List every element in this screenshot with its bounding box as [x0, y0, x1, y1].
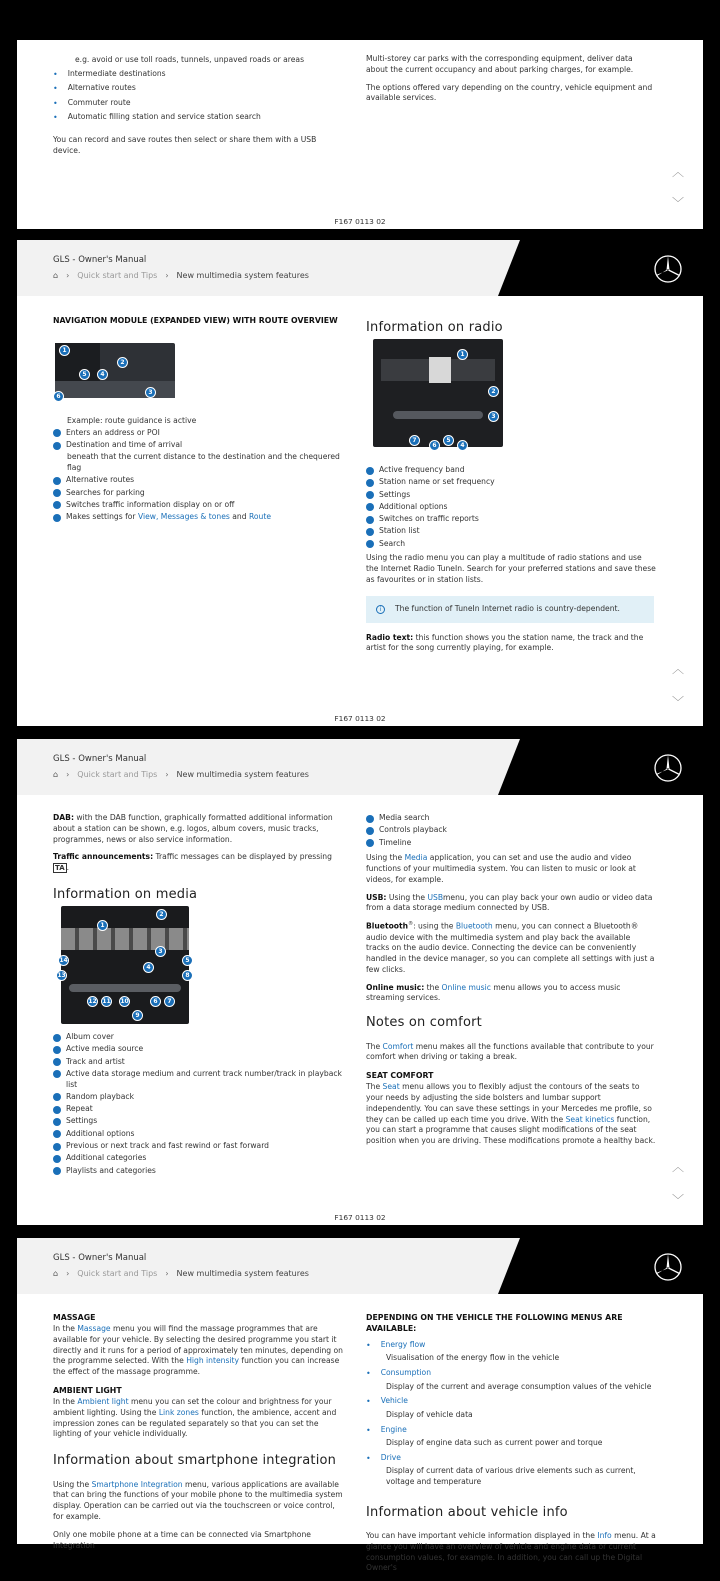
list-item: Enters an address or POI [53, 428, 343, 439]
callout-marker: 10 [120, 998, 129, 1005]
list-item: Additional options [366, 502, 656, 513]
page-header [17, 1238, 703, 1294]
nav-note: beneath that the current distance to the destination and the chequered flag [67, 452, 340, 473]
breadcrumb-current: New multimedia system features [176, 1269, 309, 1278]
callout-marker: 3 [488, 411, 499, 422]
ambient-light-heading: AMBIENT LIGHT [53, 1385, 122, 1395]
seat-kinetics-link[interactable]: Seat kinetics [565, 1114, 615, 1124]
radio-text: Using the radio menu you can play a multitude of radio stations and use the Internet Radio TuneIn. Search for your preferred stations and save these as favourites or in station lists. [366, 553, 656, 585]
smartphone-note: Only one mobile phone at a time can be connected via Smartphone Integration [53, 1529, 311, 1550]
usb-routes-text: You can record and save routes then select or share them with a USB device. [53, 135, 317, 155]
list-item: Alternative routes [53, 475, 343, 486]
list-item: Repeat [53, 1104, 343, 1115]
ambient-light-link[interactable]: Ambient light [77, 1397, 129, 1407]
list-item-description: Display of the current and average consumption values of the vehicle [386, 1381, 652, 1391]
manual-title: GLS - Owner's Manual [53, 255, 147, 265]
manual-title: GLS - Owner's Manual [53, 1253, 147, 1263]
high-intensity-link[interactable]: High intensity [186, 1356, 239, 1366]
info-box: i The function of TuneIn Internet radio is country-dependent. [366, 596, 654, 623]
list-item: Station list [366, 526, 656, 537]
callout-marker: 1 [59, 345, 70, 356]
page-footer-code: F167 0113 02 [334, 217, 386, 226]
scroll-down-button[interactable]: ﹀ [671, 695, 684, 709]
smartphone-text: Using the Smartphone Integration menu, various applications are available that can bring the functions of your mobile phone to the multimedia system display. Operation can be carried out via the touchscreen or voice control, for example. [53, 1479, 343, 1521]
scroll-down-button[interactable]: ﹀ [671, 1193, 684, 1207]
list-item: Additional options [53, 1129, 343, 1140]
vehicle-info-text: You can have important vehicle information displayed in the Info menu. At a glance you will have an overview of vehicle and engine data or current consumption values, for example. In addition, you can call up the Digital Owner's [366, 1531, 656, 1573]
engine-link[interactable]: Engine [380, 1424, 407, 1434]
breadcrumb: ⌂ › Quick start and Tips › New multimedia system features [53, 1269, 309, 1278]
info-icon: i [376, 605, 385, 614]
list-item: Track and artist [53, 1057, 343, 1068]
options-vary-text: The options offered vary depending on the country, vehicle equipment and available services. [366, 82, 653, 103]
callout-marker: 6 [53, 391, 64, 402]
breadcrumb-current: New multimedia system features [176, 271, 309, 280]
comfort-text: The Comfort menu makes all the functions available that contribute to your comfort when driving or taking a break. [366, 1041, 654, 1062]
list-item: • Automatic filling station and service station search [53, 111, 261, 122]
breadcrumb-current: New multimedia system features [176, 770, 309, 779]
ta-key: TA [55, 864, 65, 873]
dab-text: DAB: with the DAB function, graphically formatted additional information about a station can be shown, e.g. logos, album covers, music tracks, programmes, news or also service information. [53, 813, 333, 844]
list-item-description: Display of current data of various drive elements such as current, voltage and temperature [386, 1466, 636, 1486]
callout-marker: 14 [59, 957, 68, 964]
energy-flow-link[interactable]: Energy flow [380, 1340, 426, 1350]
callout-marker: 6 [150, 996, 161, 1007]
page-footer-code: F167 0113 02 [334, 714, 386, 723]
list-item: Active media source [53, 1044, 343, 1055]
list-item: Settings [53, 1116, 343, 1127]
list-item: Active frequency band [366, 465, 656, 476]
list-item: Playlists and categories [53, 1166, 343, 1177]
comfort-heading: Notes on comfort [366, 1015, 482, 1031]
smartphone-heading: Information about smartphone integration [53, 1453, 337, 1469]
massage-link[interactable]: Massage [77, 1324, 111, 1334]
media-text: Using the Media application, you can set and use the audio and video functions of your multimedia system. You can listen to music or look at videos, for example. [366, 853, 636, 884]
nav-module-screenshot [55, 343, 175, 398]
list-item: Timeline [366, 838, 656, 849]
callout-marker: 3 [155, 946, 166, 957]
callout-marker: 5 [182, 955, 193, 966]
radio-screenshot [373, 339, 503, 447]
drive-link[interactable]: Drive [380, 1452, 401, 1462]
scroll-up-button[interactable]: ︿ [671, 1160, 684, 1174]
radio-heading: Information on radio [366, 320, 503, 335]
media-screenshot [57, 906, 190, 1024]
vehicle-link[interactable]: Vehicle [380, 1396, 408, 1406]
comfort-link[interactable]: Comfort [382, 1041, 414, 1051]
list-item: Switches traffic information display on or off [53, 500, 343, 511]
route-link[interactable]: Route [248, 512, 272, 522]
breadcrumb-parent[interactable]: Quick start and Tips [77, 271, 158, 280]
list-item: Random playback [53, 1092, 343, 1103]
list-item: Station name or set frequency [366, 477, 656, 488]
callout-marker: 6 [429, 440, 440, 451]
massage-heading: MASSAGE [53, 1313, 96, 1322]
online-music-text: Online music: the Online music menu allows you to access music streaming services. [366, 982, 621, 1003]
list-item: • Consumption [366, 1368, 432, 1379]
info-link[interactable]: Info [597, 1531, 612, 1541]
breadcrumb: ⌂ › Quick start and Tips › New multimedia system features [53, 770, 309, 779]
vehicle-info-heading: Information about vehicle info [366, 1504, 568, 1520]
callout-marker: 4 [457, 440, 468, 451]
list-item: Switches on traffic reports [366, 514, 656, 525]
list-item: Settings [366, 490, 656, 501]
scroll-down-button[interactable]: ﹀ [671, 196, 684, 210]
callout-marker: 9 [132, 1010, 143, 1021]
callout-marker: 13 [57, 972, 66, 979]
manual-title: GLS - Owner's Manual [53, 754, 147, 764]
callout-marker: 4 [143, 962, 154, 973]
mercedes-star-logo-icon [653, 1252, 683, 1282]
callout-marker: 2 [156, 909, 167, 920]
callout-marker: 12 [88, 998, 97, 1005]
list-item: Destination and time of arrival [53, 440, 343, 451]
list-item: Makes settings for View, Messages & tones and Route [53, 512, 343, 523]
callout-marker: 2 [117, 357, 128, 368]
nav-example: Example: route guidance is active [67, 416, 197, 425]
nav-module-heading: NAVIGATION MODULE (EXPANDED VIEW) WITH ROUTE OVERVIEW [53, 316, 338, 325]
list-item: Controls playback [366, 825, 656, 836]
callout-marker: 8 [182, 970, 193, 981]
list-item-description: Display of vehicle data [386, 1409, 473, 1419]
media-heading: Information on media [53, 887, 198, 903]
vehicle-menus-heading: DEPENDING ON THE VEHICLE THE FOLLOWING MENUS ARE AVAILABLE: [366, 1313, 623, 1334]
ambient-light-text: In the Ambient light menu you can set the colour and brightness for your ambient lighting. Using the Link zones function, the ambience, accent and impression zones can be regulated separately so that you can set the lighting of your vehicle individually. [53, 1397, 337, 1439]
home-icon[interactable]: ⌂ [53, 1269, 59, 1278]
page-header [17, 240, 703, 296]
online-music-link[interactable]: Online music [441, 982, 491, 992]
usb-link[interactable]: USB [427, 892, 444, 902]
page-header [17, 739, 703, 795]
callout-marker: 7 [164, 996, 175, 1007]
list-item: • Engine [366, 1424, 407, 1435]
mercedes-star-logo-icon [653, 753, 683, 783]
list-item: Previous or next track and fast rewind or fast forward [53, 1141, 343, 1152]
seat-comfort-heading: SEAT COMFORT [366, 1071, 434, 1081]
consumption-link[interactable]: Consumption [380, 1368, 432, 1378]
manual-page-3 [17, 739, 703, 1225]
list-item: Active data storage medium and current track number/track in playback list [53, 1069, 343, 1091]
home-icon[interactable]: ⌂ [53, 770, 59, 779]
breadcrumb: ⌂ › Quick start and Tips › New multimedia system features [53, 271, 309, 280]
callout-marker: 1 [457, 349, 468, 360]
scroll-up-button[interactable]: ︿ [671, 662, 684, 676]
view-messages-link[interactable]: View, Messages & tones [137, 512, 230, 522]
list-item: • Alternative routes [53, 83, 136, 94]
list-item-description: Display of engine data such as current power and torque [386, 1437, 603, 1447]
bluetooth-link[interactable]: Bluetooth [455, 921, 493, 931]
usb-text: USB: Using the USBmenu, you can play back your own audio or video data from a data storage medium connected by USB. [366, 892, 653, 913]
list-item: Search [366, 539, 656, 550]
list-item: • Intermediate destinations [53, 68, 166, 79]
callout-marker: 4 [97, 369, 108, 380]
seat-link[interactable]: Seat [382, 1082, 400, 1092]
callout-marker: 5 [443, 435, 454, 446]
list-item: Album cover [53, 1032, 343, 1043]
callout-marker: 11 [102, 998, 111, 1005]
list-item: • Vehicle [366, 1396, 408, 1407]
seat-comfort-text: The Seat menu allows you to flexibly adjust the contours of the seats to your needs by adjusting the side bolsters and lumbar support independently. You can save these settings in your Mercedes me profile, so they can be called up each time you drive. With the Seat kinetics function, you can start a programme that causes slight modifications of the seat position when you are driving. These modifications promote a healthy back. [366, 1082, 656, 1146]
list-item: Additional categories [53, 1153, 343, 1164]
list-item: Searches for parking [53, 488, 343, 499]
list-item: • Energy flow [366, 1340, 426, 1351]
manual-page-4 [17, 1238, 703, 1573]
callout-marker: 3 [145, 387, 156, 398]
breadcrumb-parent[interactable]: Quick start and Tips [77, 770, 158, 779]
home-icon[interactable]: ⌂ [53, 271, 59, 280]
media-link[interactable]: Media [404, 853, 428, 863]
manual-page-2 [17, 240, 703, 726]
smartphone-integration-link[interactable]: Smartphone Integration [91, 1479, 183, 1489]
link-zones-link[interactable]: Link zones [158, 1407, 199, 1417]
callout-marker: 1 [97, 920, 108, 931]
page-footer-code: F167 0113 02 [334, 1213, 386, 1222]
traffic-announcements-text: Traffic announcements: Traffic messages can be displayed by pressing TA . [53, 852, 332, 873]
list-item-description: Visualisation of the energy flow in the vehicle [386, 1353, 560, 1363]
mercedes-star-logo-icon [653, 254, 683, 284]
list-item: • Drive [366, 1452, 401, 1463]
car-park-text: Multi-storey car parks with the corresponding equipment, deliver data about the current occupancy and about parking charges, for example. [366, 54, 634, 74]
callout-marker: 2 [488, 386, 499, 397]
bluetooth-text: Bluetooth®: using the Bluetooth menu, you can connect a Bluetooth® audio device with the multimedia system and play back the available tracks on the audio device. Connecting the device can be conveniently handled in the device manager, so you can complete all settings with just a few clicks. [366, 921, 655, 974]
radio-text-description: Radio text: this function shows you the station name, the track and the artist for the song currently playing, for example. [366, 632, 644, 653]
callout-marker: 5 [79, 369, 90, 380]
breadcrumb-parent[interactable]: Quick start and Tips [77, 1269, 158, 1278]
route-options-intro: e.g. avoid or use toll roads, tunnels, unpaved roads or areas [75, 55, 305, 64]
list-item: Media search [366, 813, 656, 824]
manual-page-1 [17, 40, 703, 229]
list-item: • Commuter route [53, 97, 131, 108]
callout-marker: 7 [409, 435, 420, 446]
massage-text: In the Massage menu you will find the massage programmes that are available for your vehicle. By selecting the desired programme you start it directly and it runs for a period of approximately ten minutes, depending on the programme selected. With the High intensity function you can increase the effect of the massage programme. [53, 1324, 343, 1377]
scroll-up-button[interactable]: ︿ [671, 165, 684, 179]
